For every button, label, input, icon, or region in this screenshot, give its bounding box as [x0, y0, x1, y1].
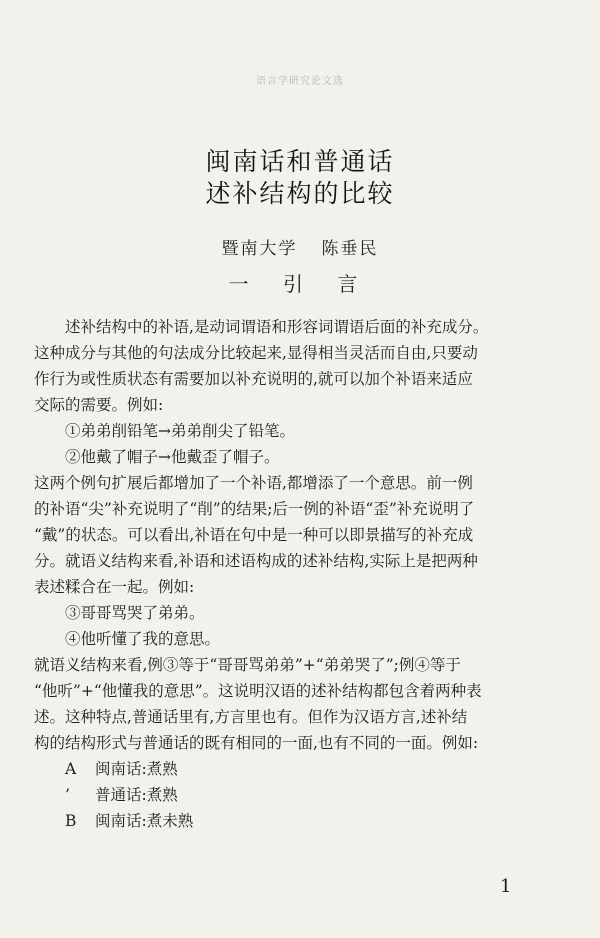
comparison-label: B [65, 812, 77, 830]
title-line-1: 闽南话和普通话 [205, 147, 395, 176]
author-affiliation: 暨南大学 [221, 239, 298, 259]
paragraph-line: 这两个例句扩展后都增加了一个补语,都增添了一个意思。前一例 [34, 474, 473, 492]
comparison-label: A [65, 760, 77, 778]
comparison-text: 普通话:煮熟 [95, 786, 178, 804]
example-sentence: ④他听懂了我的意思。 [65, 630, 221, 648]
comparison-row [34, 808, 574, 834]
example-sentence: ①弟弟削铅笔→弟弟削尖了铅笔。 [65, 422, 295, 440]
paragraph-line: 就语义结构来看,例③等于“哥哥骂弟弟”+“弟弟哭了”;例④等于 [34, 656, 461, 674]
paragraph-line: 构的结构形式与普通话的既有相同的一面,也有不同的一面。例如: [34, 734, 479, 752]
paragraph-line: 的补语“尖”补充说明了“削”的结果;后一例的补语“歪”补充说明了 [34, 500, 475, 518]
running-header: 语言学研究论文选 [256, 76, 344, 87]
author-line [0, 234, 600, 259]
paragraph-line: “他听”+“他懂我的意思”。这说明汉语的述补结构都包含着两种表 [34, 682, 482, 700]
example-sentence: ③哥哥骂哭了弟弟。 [65, 604, 205, 622]
paragraph-line: 述。这种特点,普通话里有,方言里也有。但作为汉语方言,述补结 [34, 708, 468, 726]
page-number: 1 [500, 876, 512, 897]
author-name: 陈垂民 [321, 239, 379, 259]
paragraph-line: 这种成分与其他的句法成分比较起来,显得相当灵活而自由,只要动 [34, 344, 478, 362]
paragraph-line: 表述糅合在一起。例如: [34, 578, 195, 596]
paragraph-line: 述补结构中的补语,是动词谓语和形容词谓语后面的补充成分。 [65, 318, 489, 336]
paragraph-line: 作行为或性质状态有需要加以补充说明的,就可以加个补语来适应 [34, 370, 473, 388]
paragraph-line: 交际的需要。例如: [34, 396, 164, 414]
paragraph-line: “戴”的状态。可以看出,补语在句中是一种可以即景描写的补充成 [34, 526, 474, 544]
comparison-text: 闽南话:煮熟 [95, 760, 178, 778]
comparison-row [34, 782, 574, 808]
section-heading: 一 引 言 [228, 272, 372, 296]
comparison-text: 闽南话:煮未熟 [95, 812, 194, 830]
body-text [34, 314, 574, 834]
example-sentence: ②他戴了帽子→他戴歪了帽子。 [65, 448, 280, 466]
comparison-row [34, 756, 574, 782]
title-line-2: 述补结构的比较 [205, 179, 395, 208]
paragraph-line: 分。就语义结构来看,补语和述语构成的述补结构,实际上是把两种 [34, 552, 478, 570]
comparison-label: ’ [65, 786, 70, 804]
